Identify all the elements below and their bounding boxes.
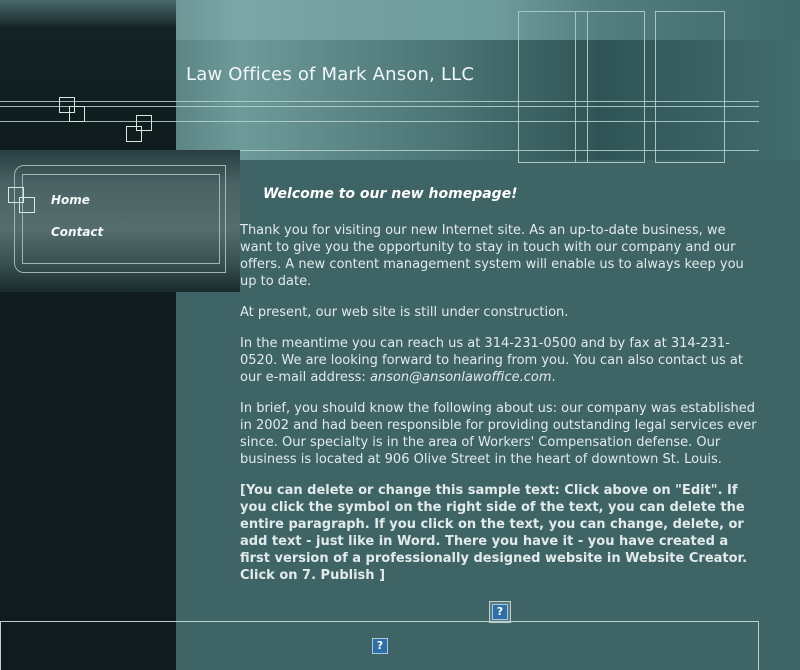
- intro-paragraph[interactable]: Thank you for visiting our new Internet site. As an up-to-date business, we want to give you the opportunity to stay in touch with our company and our offers. A new content management system will enable us to always keep you up to date.: [240, 223, 744, 289]
- page-heading: Welcome to our new homepage!: [263, 186, 518, 202]
- header-line: [0, 106, 759, 107]
- decor-square: [69, 106, 85, 122]
- main-content: [240, 186, 760, 598]
- instruction-paragraph[interactable]: [You can delete or change this sample text: Click above on "Edit". If you click the symbol on the right side of the text, you can delete the entire paragraph. If you click on the text, you can change, delete, or add text - just like in Word. There you have it - you have created a first version of a professionally designed website in Website Creator. Click on 7. Publish ]: [240, 483, 748, 583]
- construction-paragraph[interactable]: At present, our web site is still under construction.: [240, 305, 569, 320]
- decor-frame: [655, 11, 725, 163]
- decor-square: [126, 126, 142, 142]
- nav-inner-frame: [22, 174, 220, 264]
- contact-text: In the meantime you can reach us at 314-231-0500 and by fax at 314-231-0520. We are looking forward to hearing from you. You can also contact us at our e-mail address:: [240, 336, 743, 385]
- broken-image-icon[interactable]: ?: [372, 638, 388, 654]
- header-left-shade: [0, 0, 176, 160]
- decor-square: [19, 197, 35, 213]
- contact-paragraph[interactable]: [240, 335, 760, 386]
- decor-frame: [575, 11, 645, 163]
- email-link[interactable]: anson@ansonlawoffice.com: [369, 370, 552, 385]
- header-line: [0, 121, 759, 122]
- nav-home-link[interactable]: Home: [51, 193, 90, 207]
- header-line: [0, 101, 759, 102]
- nav-contact-link[interactable]: Contact: [51, 225, 104, 239]
- site-title: Law Offices of Mark Anson, LLC: [186, 64, 475, 85]
- contact-text-end: .: [551, 370, 556, 385]
- about-paragraph[interactable]: In brief, you should know the following about us: our company was established in 2002 and had been responsible for providing outstanding legal services ever since. Our specialty is in the area of Workers' Compensation defense. Our business is located at 906 Olive Street in the heart of downtown St. Louis.: [240, 401, 757, 467]
- broken-image-icon[interactable]: ?: [492, 604, 508, 620]
